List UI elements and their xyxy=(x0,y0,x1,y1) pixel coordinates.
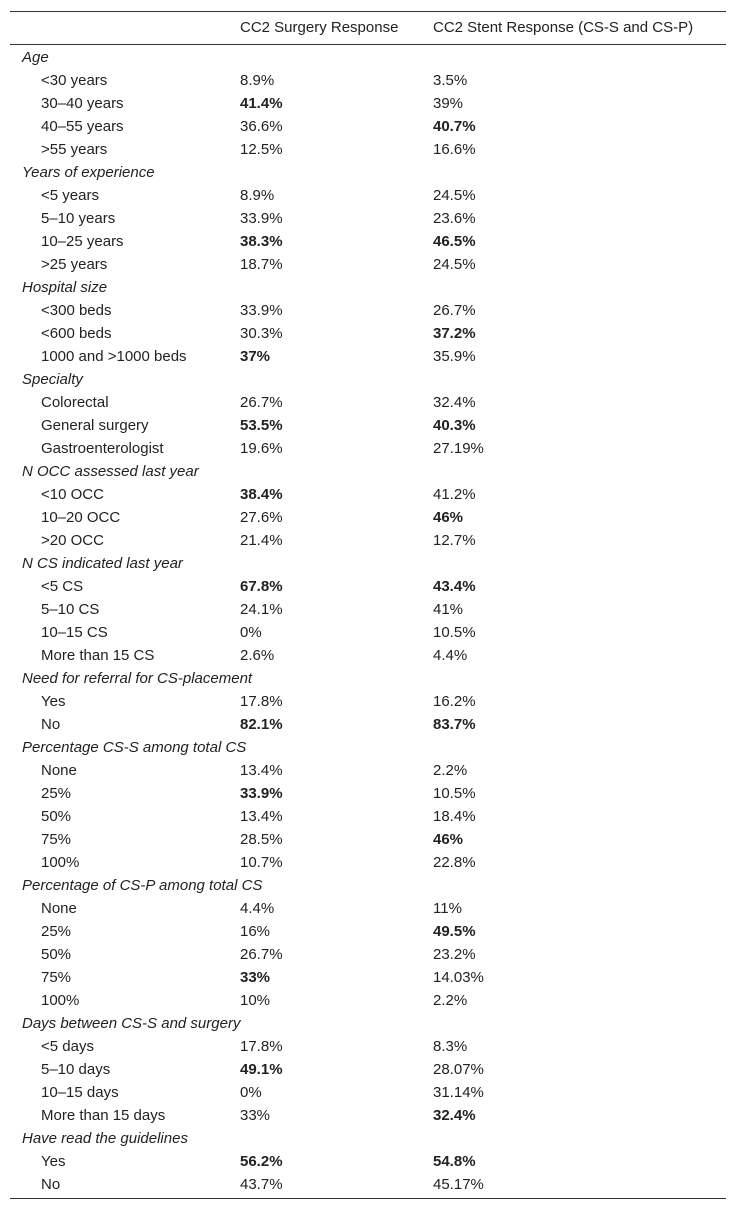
section-title: N OCC assessed last year xyxy=(22,463,199,480)
row-label: 75% xyxy=(41,969,72,986)
surgery-response-value: 10.7% xyxy=(240,854,283,871)
table-row xyxy=(10,828,726,851)
section-title: Percentage CS-S among total CS xyxy=(22,739,247,756)
stent-response-value: 12.7% xyxy=(433,532,476,549)
row-label: <30 years xyxy=(41,72,108,89)
stent-response-value: 41.2% xyxy=(433,486,476,503)
surgery-response-value: 28.5% xyxy=(240,831,283,848)
table-row xyxy=(10,322,726,345)
surgery-response-value: 27.6% xyxy=(240,509,283,526)
section-header-row xyxy=(10,667,726,690)
surgery-response-value: 30.3% xyxy=(240,325,283,342)
table-row xyxy=(10,391,726,414)
stent-response-value: 43.4% xyxy=(433,578,476,595)
table-row xyxy=(10,644,726,667)
table-row xyxy=(10,230,726,253)
section-title: Have read the guidelines xyxy=(22,1130,188,1147)
table-header-row xyxy=(10,12,726,45)
row-label: <300 beds xyxy=(41,302,112,319)
surgery-response-value: 49.1% xyxy=(240,1061,283,1078)
stent-response-value: 41% xyxy=(433,601,464,618)
surgery-response-value: 82.1% xyxy=(240,716,283,733)
row-label: More than 15 CS xyxy=(41,647,155,664)
row-label: 10–20 OCC xyxy=(41,509,121,526)
section-title: N CS indicated last year xyxy=(22,555,183,572)
table-row xyxy=(10,690,726,713)
stent-response-value: 2.2% xyxy=(433,992,468,1009)
section-header-row xyxy=(10,1012,726,1035)
row-label: <5 years xyxy=(41,187,99,204)
stent-response-value: 4.4% xyxy=(433,647,468,664)
stent-response-value: 39% xyxy=(433,95,464,112)
row-label: Yes xyxy=(41,1153,66,1170)
stent-response-value: 32.4% xyxy=(433,1107,476,1124)
surgery-response-value: 2.6% xyxy=(240,647,275,664)
stent-response-value: 22.8% xyxy=(433,854,476,871)
stent-response-value: 31.14% xyxy=(433,1084,484,1101)
surgery-response-value: 12.5% xyxy=(240,141,283,158)
row-label: 25% xyxy=(41,923,72,940)
row-label: Gastroenterologist xyxy=(41,440,164,457)
row-label: None xyxy=(41,762,77,779)
row-label: More than 15 days xyxy=(41,1107,166,1124)
surgery-response-value: 4.4% xyxy=(240,900,275,917)
row-label: 5–10 CS xyxy=(41,601,100,618)
section-title: Hospital size xyxy=(22,279,108,296)
row-label: General surgery xyxy=(41,417,149,434)
stent-response-value: 24.5% xyxy=(433,187,476,204)
table-row xyxy=(10,414,726,437)
stent-response-value: 24.5% xyxy=(433,256,476,273)
section-header-row xyxy=(10,368,726,391)
table-row xyxy=(10,437,726,460)
surgery-response-value: 37% xyxy=(240,348,271,365)
section-header-row xyxy=(10,736,726,759)
surgery-response-value: 26.7% xyxy=(240,946,283,963)
row-label: >55 years xyxy=(41,141,108,158)
stent-response-value: 10.5% xyxy=(433,785,476,802)
header-col-surgery: CC2 Surgery Response xyxy=(240,19,399,36)
stent-response-value: 83.7% xyxy=(433,716,476,733)
row-label: <5 days xyxy=(41,1038,94,1055)
table-row xyxy=(10,138,726,161)
table-row xyxy=(10,184,726,207)
row-label: <600 beds xyxy=(41,325,112,342)
row-label: >25 years xyxy=(41,256,108,273)
table-row xyxy=(10,1104,726,1127)
surgery-response-value: 17.8% xyxy=(240,1038,283,1055)
table-row xyxy=(10,713,726,736)
table-row xyxy=(10,920,726,943)
stent-response-value: 40.3% xyxy=(433,417,476,434)
stent-response-value: 40.7% xyxy=(433,118,476,135)
table-row xyxy=(10,851,726,874)
header-col-stent: CC2 Stent Response (CS-S and CS-P) xyxy=(433,19,694,36)
row-label: Colorectal xyxy=(41,394,109,411)
stent-response-value: 49.5% xyxy=(433,923,476,940)
stent-response-value: 37.2% xyxy=(433,325,476,342)
section-header-row xyxy=(10,46,726,69)
table-row xyxy=(10,529,726,552)
section-title: Days between CS-S and surgery xyxy=(22,1015,241,1032)
row-label: <10 OCC xyxy=(41,486,104,503)
section-title: Years of experience xyxy=(22,164,155,181)
stent-response-value: 35.9% xyxy=(433,348,476,365)
stent-response-value: 32.4% xyxy=(433,394,476,411)
table-row xyxy=(10,759,726,782)
section-header-row xyxy=(10,552,726,575)
surgery-response-value: 24.1% xyxy=(240,601,283,618)
surgery-response-value: 13.4% xyxy=(240,762,283,779)
row-label: 30–40 years xyxy=(41,95,124,112)
section-header-row xyxy=(10,460,726,483)
section-header-row xyxy=(10,1127,726,1150)
table-row xyxy=(10,598,726,621)
table-row xyxy=(10,805,726,828)
stent-response-value: 14.03% xyxy=(433,969,484,986)
surgery-response-value: 0% xyxy=(240,1084,262,1101)
section-title: Percentage of CS-P among total CS xyxy=(22,877,263,894)
row-label: 100% xyxy=(41,992,80,1009)
stent-response-value: 16.6% xyxy=(433,141,476,158)
stent-response-value: 8.3% xyxy=(433,1038,468,1055)
stent-response-value: 46% xyxy=(433,831,464,848)
surgery-response-value: 33.9% xyxy=(240,210,283,227)
stent-response-value: 23.6% xyxy=(433,210,476,227)
surgery-response-value: 36.6% xyxy=(240,118,283,135)
stent-response-value: 23.2% xyxy=(433,946,476,963)
table-row xyxy=(10,299,726,322)
surgery-response-value: 26.7% xyxy=(240,394,283,411)
section-title: Specialty xyxy=(22,371,83,388)
row-label: 5–10 days xyxy=(41,1061,111,1078)
surgery-response-value: 16% xyxy=(240,923,271,940)
stent-response-value: 54.8% xyxy=(433,1153,476,1170)
row-label: None xyxy=(41,900,77,917)
table-row xyxy=(10,1150,726,1173)
surgery-response-value: 17.8% xyxy=(240,693,283,710)
table-row xyxy=(10,69,726,92)
table-row xyxy=(10,575,726,598)
row-label: 40–55 years xyxy=(41,118,124,135)
surgery-response-value: 21.4% xyxy=(240,532,283,549)
surgery-response-value: 13.4% xyxy=(240,808,283,825)
row-label: No xyxy=(41,716,61,733)
table-row xyxy=(10,1173,726,1196)
row-label: 1000 and >1000 beds xyxy=(41,348,187,365)
row-label: 75% xyxy=(41,831,72,848)
table-row xyxy=(10,897,726,920)
table-row xyxy=(10,1035,726,1058)
table-row xyxy=(10,207,726,230)
row-label: 10–15 CS xyxy=(41,624,108,641)
stent-response-value: 46.5% xyxy=(433,233,476,250)
survey-results-table xyxy=(10,11,726,1199)
section-header-row xyxy=(10,161,726,184)
row-label: Yes xyxy=(41,693,66,710)
table-row xyxy=(10,345,726,368)
stent-response-value: 3.5% xyxy=(433,72,468,89)
table-row xyxy=(10,253,726,276)
row-label: 100% xyxy=(41,854,80,871)
row-label: 10–15 days xyxy=(41,1084,119,1101)
surgery-response-value: 10% xyxy=(240,992,271,1009)
section-title: Need for referral for CS-placement xyxy=(22,670,253,687)
stent-response-value: 46% xyxy=(433,509,464,526)
table-row xyxy=(10,115,726,138)
table-row xyxy=(10,989,726,1012)
row-label: 50% xyxy=(41,808,72,825)
row-label: 50% xyxy=(41,946,72,963)
table-row xyxy=(10,966,726,989)
table-row xyxy=(10,92,726,115)
row-label: >20 OCC xyxy=(41,532,104,549)
surgery-response-value: 18.7% xyxy=(240,256,283,273)
stent-response-value: 2.2% xyxy=(433,762,468,779)
table-row xyxy=(10,1081,726,1104)
surgery-response-value: 19.6% xyxy=(240,440,283,457)
stent-response-value: 10.5% xyxy=(433,624,476,641)
surgery-response-value: 8.9% xyxy=(240,72,275,89)
surgery-response-value: 67.8% xyxy=(240,578,283,595)
row-label: 5–10 years xyxy=(41,210,116,227)
table-row xyxy=(10,782,726,805)
row-label: <5 CS xyxy=(41,578,84,595)
surgery-response-value: 41.4% xyxy=(240,95,283,112)
section-title: Age xyxy=(22,49,49,66)
row-label: 10–25 years xyxy=(41,233,124,250)
stent-response-value: 27.19% xyxy=(433,440,484,457)
surgery-response-value: 53.5% xyxy=(240,417,283,434)
surgery-response-value: 38.4% xyxy=(240,486,283,503)
surgery-response-value: 33.9% xyxy=(240,785,283,802)
surgery-response-value: 38.3% xyxy=(240,233,283,250)
stent-response-value: 28.07% xyxy=(433,1061,484,1078)
table-row xyxy=(10,506,726,529)
section-header-row xyxy=(10,276,726,299)
stent-response-value: 18.4% xyxy=(433,808,476,825)
row-label: No xyxy=(41,1176,61,1193)
table-row xyxy=(10,1058,726,1081)
stent-response-value: 45.17% xyxy=(433,1176,484,1193)
table-row xyxy=(10,621,726,644)
surgery-response-value: 43.7% xyxy=(240,1176,283,1193)
surgery-response-value: 56.2% xyxy=(240,1153,283,1170)
stent-response-value: 11% xyxy=(433,900,462,917)
surgery-response-value: 8.9% xyxy=(240,187,275,204)
table-row xyxy=(10,483,726,506)
surgery-response-value: 33% xyxy=(240,1107,271,1124)
section-header-row xyxy=(10,874,726,897)
surgery-response-value: 33.9% xyxy=(240,302,283,319)
surgery-response-value: 0% xyxy=(240,624,262,641)
stent-response-value: 26.7% xyxy=(433,302,476,319)
surgery-response-value: 33% xyxy=(240,969,271,986)
table-body xyxy=(10,45,726,1198)
table-row xyxy=(10,943,726,966)
stent-response-value: 16.2% xyxy=(433,693,476,710)
row-label: 25% xyxy=(41,785,72,802)
